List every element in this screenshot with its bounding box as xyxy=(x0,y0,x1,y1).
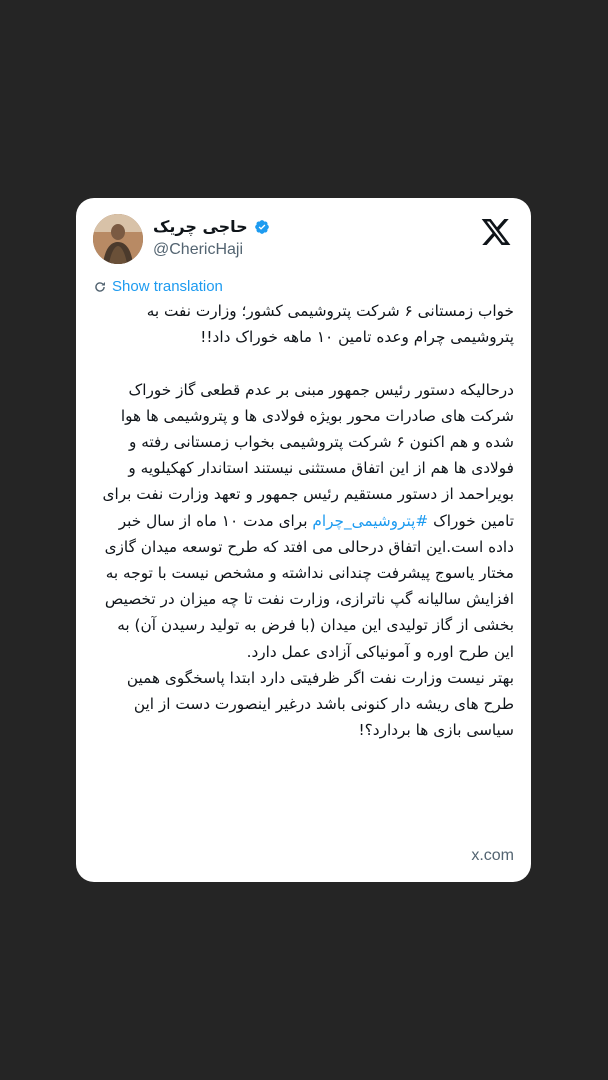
author-name-row xyxy=(153,217,270,237)
source-link[interactable]: x.com xyxy=(471,847,514,864)
tweet-paragraph-1: خواب زمستانی ۶ شرکت پتروشیمی کشور؛ وزارت نفت به پتروشیمی چرام وعده تامین ۱۰ ماهه خوراک داد!! xyxy=(146,302,514,347)
avatar[interactable] xyxy=(93,214,143,264)
tweet-paragraph-2 xyxy=(96,377,514,665)
show-translation-label: Show translation xyxy=(112,278,223,295)
translate-icon xyxy=(93,280,107,294)
paragraph-spacer xyxy=(96,350,514,376)
verified-badge-icon xyxy=(254,219,270,235)
tweet-text xyxy=(96,298,514,743)
tweet-paragraph-3: بهتر نیست وزارت نفت اگر ظرفیتی دارد ابتدا پاسخگوی همین طرح های ریشه دار کنونی باشد درغیر اینصورت دست از این سیاسی بازی ها بردارد؟! xyxy=(126,668,514,740)
tweet-paragraph-2-end: برای مدت ۱۰ ماه از سال خبر داده است.این اتفاق درحالی می افتد که طرح توسعه میدان گازی مختار یاسوج پیشرفت چندانی نداشته و مشخص نیست با توجه به افزایش سالیانه گپ ناترازی، وزارت نفت تا چه میزان در تخصیص بخشی از گاز تولیدی این میدان (با فرض به تولید رسیدن آن) به این طرح اوره و آمونیاکی آزادی عمل دارد. xyxy=(104,511,514,661)
show-translation-link[interactable] xyxy=(93,278,223,295)
hashtag-link[interactable]: #پتروشیمی_چرام xyxy=(312,511,429,530)
author-handle[interactable]: @ChericHaji xyxy=(153,241,244,258)
tweet-paragraph-2-start: درحالیکه دستور رئیس جمهور مبنی بر عدم قطعی گاز خوراک شرکت های صادرات محور بویژه فولادی ها و پتروشیمی ها هوا شده و هم اکنون ۶ شرکت پتروشیمی بخواب زمستانی رفته و فولادی ها هم از این اتفاق مستثنی نیستند استاندار کهکیلویه و بویراحمد از دستور مستقیم رئیس جمهور و تعهد وزارت نفت برای تامین خوراک xyxy=(102,380,514,530)
author-name[interactable]: حاجی چریک xyxy=(153,217,248,236)
avatar-image xyxy=(93,214,143,264)
x-logo-icon[interactable] xyxy=(480,216,512,248)
tweet-card[interactable] xyxy=(76,198,531,882)
